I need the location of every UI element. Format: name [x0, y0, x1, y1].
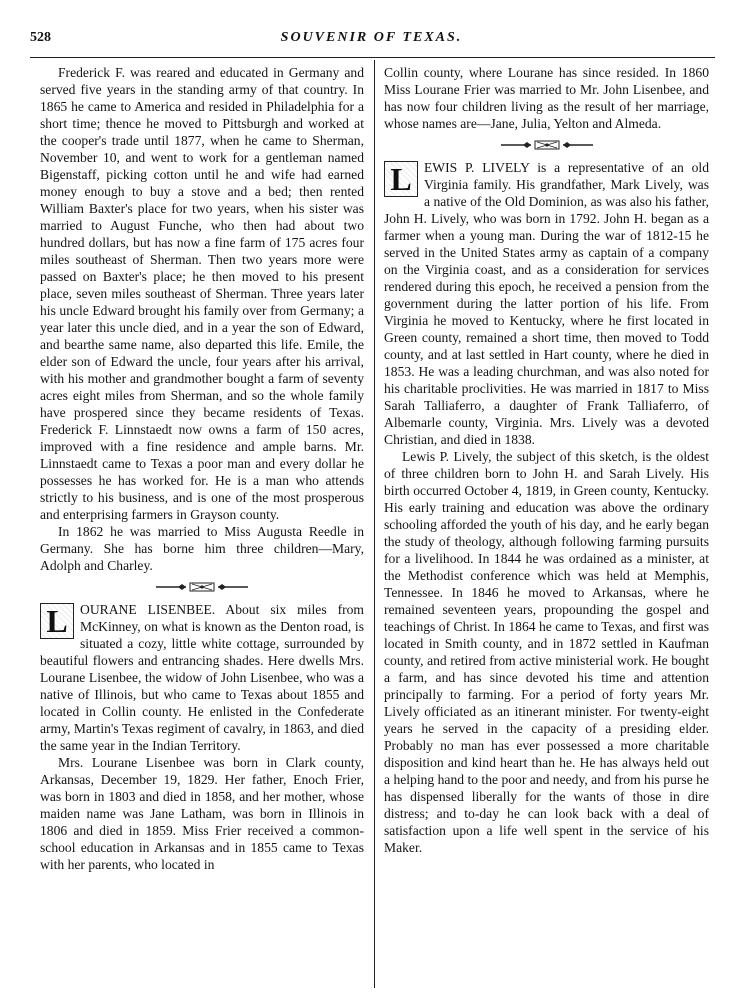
drop-cap-initial: L	[40, 603, 74, 639]
article-lourane-lisenbee	[40, 601, 364, 873]
left-column	[40, 64, 364, 873]
running-title: SOUVENIR OF TEXAS.	[280, 30, 463, 45]
article-lewis-p-lively	[384, 159, 709, 856]
lively-paragraph-1-text: is a representative of an old Virginia family. His grandfather, Mark Lively, was a native of the Old Dominion, as was also his father, John H. Lively, who was born in 1792. John H. began as a farmer when a young man. During the war of 1812-15 he served in the United States army as captain of a company on the Virginia coast, and as a consideration for services rendered during this epoch, he received a pension from the government during the latter portion of his life. From Virginia he moved to Kentucky, where he first located in Green county, remained a short time, then moved to Todd county, and at last settled in Hart county, where he died in 1853. He was a leading churchman, and was also noted for his charitable proclivities. He was married in 1817 to Miss Sarah Talliaferro, a daughter of Frank Talliaferro, of Albemarle county, Virginia. Mrs. Lively was a devoted Christian, and died in 1838.	[384, 160, 709, 447]
lisenbee-paragraph-2: Mrs. Lourane Lisenbee was born in Clark county, Arkansas, December 19, 1829. Her father, Enoch Frier, was born in 1803 and died in 1858, and her mother, whose maiden name was Jane Latham, was born in Illinois in 1806 and died in 1859. Miss Frier received a common-school education in Arkansas and in 1855 came to Texas with her parents, who located in	[40, 755, 364, 872]
lively-paragraph-2: Lewis P. Lively, the subject of this sketch, is the oldest of three children born to John H. and Sarah Lively. His birth occurred October 4, 1819, in Green county, Kentucky. His early training and education was above the ordinary schooling afforded the youth of his day, and he early began the study of theology, although following farming pursuits for a livelihood. In 1844 he was ordained as a minister, at the Methodist conference which was held at Memphis, Tennessee. In 1846 he moved to Arkansas, where he remained seventeen years, propounding the gospel and teachings of Christ. In 1864 he came to Texas, and first was located in Smith county, and in 1872 settled in Kaufman county, and retired from active ministerial work. He bought a farm, and has since devoted his time and attention principally to farming. For a period of forty years Mr. Lively officiated as an itinerant minister. For twenty-eight years he served in the capacity of a presiding elder. Probably no man has ever possessed a more charitable disposition and kind heart than he. He has always held out a helping hand to the poor and needy, and from his purse he has dispensed liberally for the wants of those in dire distress; and to-day he can look back with a deal of satisfaction upon a life well spent in the service of his Maker.	[384, 449, 709, 855]
article-heading: EWIS P. LIVELY	[424, 160, 530, 175]
header-rule	[30, 57, 715, 58]
section-ornament	[384, 140, 709, 150]
ornament-divider-icon	[154, 582, 250, 592]
drop-cap-initial: L	[384, 161, 418, 197]
ornament-divider-icon	[499, 140, 595, 150]
page-number: 528	[30, 30, 51, 45]
lisenbee-paragraph-3: Collin county, where Lourane has since resided. In 1860 Miss Lourane Frier was married to Mr. John Lisenbee, and has now four children living as the result of her marriage, whose names are—Jane, Julia, Yelton and Almeda.	[384, 65, 709, 131]
lively-paragraph-1	[384, 159, 709, 448]
lisenbee-paragraph-1-text: About six miles from McKinney, on what is known as the Denton road, is situated a cozy, little white cottage, surrounded by beautiful flowers and entrancing shades. Here dwells Mrs. Lourane Lisenbee, the widow of John Lisenbee, who was a native of Illinois, but who came to Texas about 1855 and located in Collin county. He enlisted in the Confederate army, Martin's Texas regiment of cavalry, in 1863, and died the same year in the Indian Territory.	[40, 602, 364, 753]
right-column	[384, 64, 709, 856]
linnstaedt-paragraph-2: In 1862 he was married to Miss Augusta Reedle in Germany. She has borne him three children—Mary, Adolph and Charley.	[40, 524, 364, 573]
article-heading: OURANE LISENBEE.	[80, 602, 216, 617]
linnstaedt-paragraph-1: Frederick F. was reared and educated in Germany and served five years in the standing army of that country. In 1865 he came to America and resided in Philadelphia for a short time; thence he moved to Pittsburgh and worked at the cooper's trade until 1877, when he came to Sherman, November 10, and went to work for a gentleman named Bigenstaff, picking cotton until he and wife had earned money enough to buy a stove and a bed; then rented William Baxter's place for two years, when his sister was married to August Funche, who then had about two hundred dollars, but has now a fine farm of 175 acres four miles southeast of Sherman. Then two years more were passed on Baxter's place; he then moved to his present place, seven miles southeast of Sherman. Three years later his uncle Edward brought his family over from Germany; a year later this uncle died, and in a year the son of Edward, and bearthe same name, also departed this life. Emile, the elder son of Edward the uncle, four years after his arrival, with his mother and grandmother bought a farm of seventy acres eight miles from Sherman, and so the whole family have prospered since they became residents of Texas. Frederick F. Linnstaedt now owns a farm of 150 acres, improved with a fine residence and ample barns. Mr. Linnstaedt came to Texas a poor man and every dollar he possesses he has worked for. He is a man who attends strictly to his business, and is one of the most prosperous and enterprising farmers in Grayson county.	[40, 65, 364, 522]
page-header	[30, 30, 713, 52]
section-ornament	[40, 582, 364, 592]
column-divider	[374, 60, 375, 988]
lisenbee-paragraph-1	[40, 601, 364, 754]
